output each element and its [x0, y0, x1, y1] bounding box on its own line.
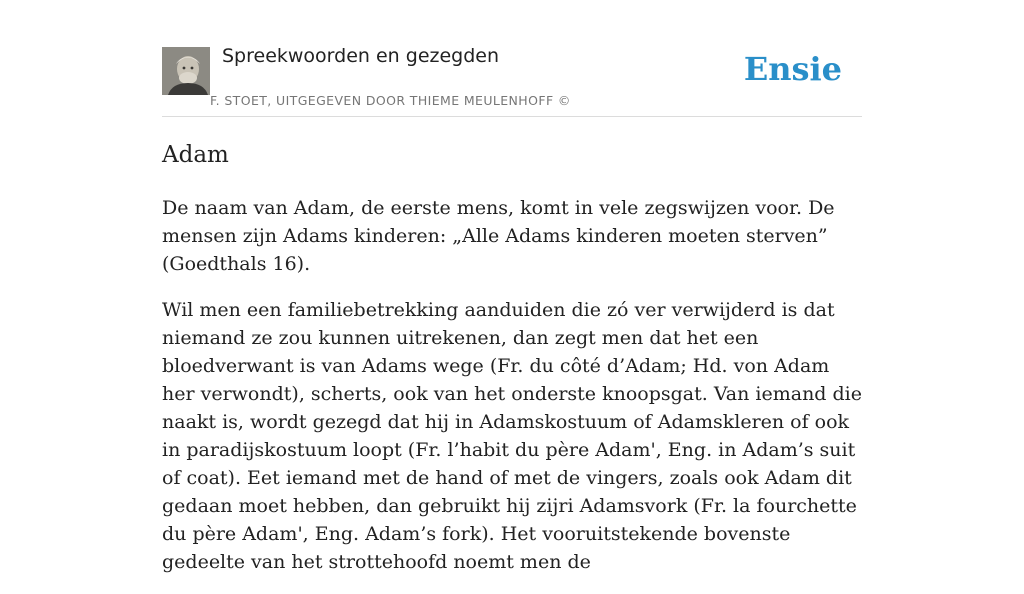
- header: [162, 0, 862, 117]
- paragraph: De naam van Adam, de eerste mens, komt in vele zegswijzen voor. De mensen zijn Adams kinderen: „Alle Adams kinderen moeten sterven” (Goedthals 16).: [162, 197, 835, 275]
- entry-title: Adam: [162, 142, 229, 168]
- article: [162, 140, 862, 594]
- publisher-credit: F. STOET, UITGEGEVEN DOOR THIEME MEULENHOFF ©: [210, 93, 571, 108]
- author-portrait-icon[interactable]: [162, 47, 210, 95]
- ensie-logo[interactable]: Ensie: [743, 50, 842, 88]
- book-title[interactable]: Spreekwoorden en gezegden: [222, 45, 500, 67]
- paragraph: Wil men een familiebetrekking aanduiden die zó ver verwijderd is dat niemand ze zou kunnen uitrekenen, dan zegt men dat het een bloedverwant is van Adams wege (Fr. du côté d’Adam; Hd. von Adam her verwondt), scherts, ook van het onderste knoopsgat. Van iemand die naakt is, wordt gezegd dat hij in Adamskostuum of Adamskleren of ook in paradijskostuum loopt (Fr. l’habit du père Adam', Eng. in Adam’s suit of coat). Eet iemand met de hand of met de vingers, zoals ook Adam dit gedaan moet hebben, dan gebruikt hij zijri Adamsvork (Fr. la fourchette du père Adam', Eng. Adam’s fork). Het vooruitstekende bovenste gedeelte van het strottehoofd noemt men de: [162, 299, 862, 573]
